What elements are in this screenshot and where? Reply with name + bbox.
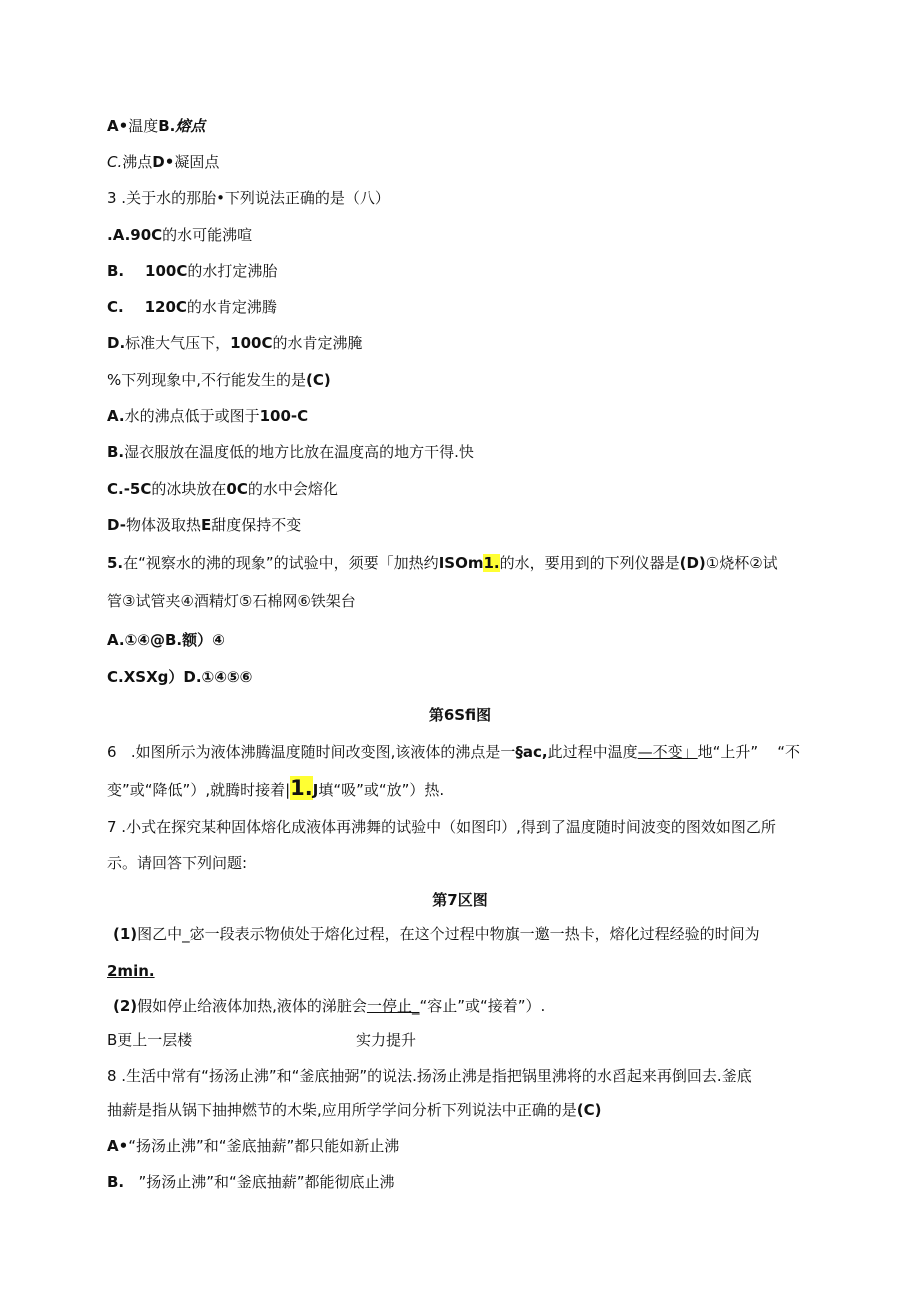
option-text: 湿衣服放在温度低的地方比放在温度高的地方干得.快 — [124, 443, 474, 461]
option-label: A. — [107, 407, 125, 425]
question-3-option-d — [107, 333, 363, 353]
option-text: 的水中会熔化 — [247, 480, 338, 498]
question-text: 在“视察水的沸的现象”的试验中，须要「加热约 — [123, 554, 439, 572]
option-text: 的水肯定沸腌 — [272, 334, 363, 352]
answer-mark: (C) — [306, 371, 331, 389]
option-value: 0C — [226, 480, 248, 498]
option-label: B. — [107, 443, 125, 461]
question-text: 的水，要用到的下列仪器是 — [499, 554, 680, 572]
option-label: C. — [107, 153, 123, 171]
question-8: 8 .生活中常有“扬汤止沸”和“釜底抽弼”的说法.扬汤止沸是指把锅里沸将的水舀起来再倒回去.釜底 — [107, 1067, 752, 1085]
question-3: 3 .关于水的那胎•下列说法正确的是（八） — [107, 189, 390, 207]
question-text: J — [312, 781, 319, 799]
question-8-option-b — [107, 1172, 395, 1192]
option-text: 沸点 — [122, 153, 153, 171]
option-text: 的水可能沸喧 — [162, 226, 253, 244]
question-text: 图乙中_宓一段表示物侦处于熔化过程，在这个过程中物旗一邀一热卡，熔化过程经验的时间为 — [137, 925, 760, 943]
option-label: C. 120C — [107, 298, 187, 316]
question-5-line-2: 管③试管夹④酒精灯⑤石棉网⑥铁架台 — [107, 592, 356, 610]
question-7-line-2: 示。请回答下列问题: — [107, 854, 248, 872]
option-label: D. — [107, 334, 126, 352]
highlighted-answer: 1. — [483, 554, 500, 572]
option-text: E — [200, 516, 212, 534]
question-5 — [107, 553, 778, 573]
question-4-option-b — [107, 442, 474, 462]
question-text: 抽薪是指从锅下抽抻燃节的木柴,应用所学学问分析下列说法中正确的是 — [107, 1101, 577, 1119]
option-text: 标准大气压下， — [125, 334, 231, 352]
section-banner-right: 实力提升 — [356, 1031, 417, 1049]
option-text: 物体汲取热 — [125, 516, 201, 534]
option-text: ”扬汤止沸”和“釜底抽薪”都能彻底止沸 — [124, 1173, 395, 1191]
option-line-c-d — [107, 152, 219, 172]
question-4-option-a — [107, 406, 308, 426]
question-text: “容止”或“接着”）. — [419, 997, 546, 1015]
question-text: %下列现象中,不行能发生的是 — [107, 371, 307, 389]
answer-mark: (D) — [679, 554, 706, 572]
answer-value: §ac, — [515, 743, 548, 761]
option-label: A• — [107, 1137, 129, 1155]
question-text: 6 .如图所示为液体沸腾温度随时间改变图,该液体的沸点是一 — [107, 743, 516, 761]
option-text: 的水肯定沸腾 — [186, 298, 277, 316]
question-text: 变”或“降低”）,就腾时接着| — [107, 781, 291, 799]
answer-value: 2min. — [107, 962, 155, 980]
answer-blank: —不变」 — [637, 743, 698, 761]
option-label: B. — [107, 1173, 125, 1191]
option-label: D• — [152, 153, 175, 171]
option-text: 甜度保持不变 — [211, 516, 302, 534]
option-text: 的水打定沸胎 — [187, 262, 278, 280]
question-4 — [107, 370, 331, 390]
option-label: .A.90C — [107, 226, 163, 244]
option-label: B. — [158, 117, 176, 135]
highlighted-answer: 1. — [290, 776, 313, 800]
option-label: C.-5C — [107, 480, 152, 498]
option-text: 熔点 — [175, 117, 206, 135]
question-3-option-b — [107, 261, 277, 281]
question-3-option-a — [107, 225, 252, 245]
figure-caption-7: 第7区图 — [432, 891, 488, 909]
question-7: 7 .小式在探究某种固体熔化成液体再沸舞的试验中（如图印）,得到了温度随时间波变的图效如图乙所 — [107, 818, 776, 836]
option-text: 水的沸点低于或图于 — [124, 407, 260, 425]
option-text: “扬汤止沸”和“釜底抽薪”都只能如新止沸 — [128, 1137, 400, 1155]
option-text: 温度 — [128, 117, 159, 135]
question-4-option-d — [107, 515, 301, 535]
option-label: A• — [107, 117, 129, 135]
answer-blank: 一停止_ — [366, 997, 420, 1015]
figure-caption-6: 第6Sfi图 — [428, 706, 492, 724]
question-text: 地“上升” “不 — [697, 743, 801, 761]
question-text: ①烧杯②试 — [705, 554, 778, 572]
option-value: 100C — [230, 334, 273, 352]
question-5-options-ab: A.①④@B.额）④ — [107, 631, 225, 649]
part-number: (2) — [113, 997, 138, 1015]
question-3-option-c — [107, 297, 277, 317]
question-number: 5. — [107, 554, 124, 572]
option-text: 凝固点 — [174, 153, 220, 171]
option-label: D- — [107, 516, 126, 534]
question-4-option-c — [107, 479, 338, 499]
question-text: 假如停止给液体加热,液体的涕脏会 — [137, 997, 367, 1015]
question-7-part-2 — [113, 996, 545, 1016]
question-8-option-a — [107, 1136, 399, 1156]
option-value: 100-C — [259, 407, 309, 425]
question-5-options-cd: C.XSXg）D.①④⑤⑥ — [107, 668, 253, 686]
question-8-line-2 — [107, 1100, 602, 1120]
question-6 — [107, 742, 800, 762]
option-line-a-b — [107, 116, 205, 136]
answer-mark: (C) — [576, 1101, 602, 1119]
question-text: 填“吸”或“放”）热. — [318, 781, 445, 799]
option-text: 的冰块放在 — [151, 480, 227, 498]
part-number: (1) — [113, 925, 138, 943]
question-7-part-1 — [113, 924, 760, 944]
question-value: ISOm — [438, 554, 484, 572]
section-banner-left: B更上一层楼 — [107, 1031, 193, 1049]
question-6-line-2 — [107, 778, 444, 800]
question-text: 此过程中温度 — [547, 743, 638, 761]
option-label: B. 100C — [107, 262, 188, 280]
question-7-part-1-answer — [107, 961, 155, 981]
